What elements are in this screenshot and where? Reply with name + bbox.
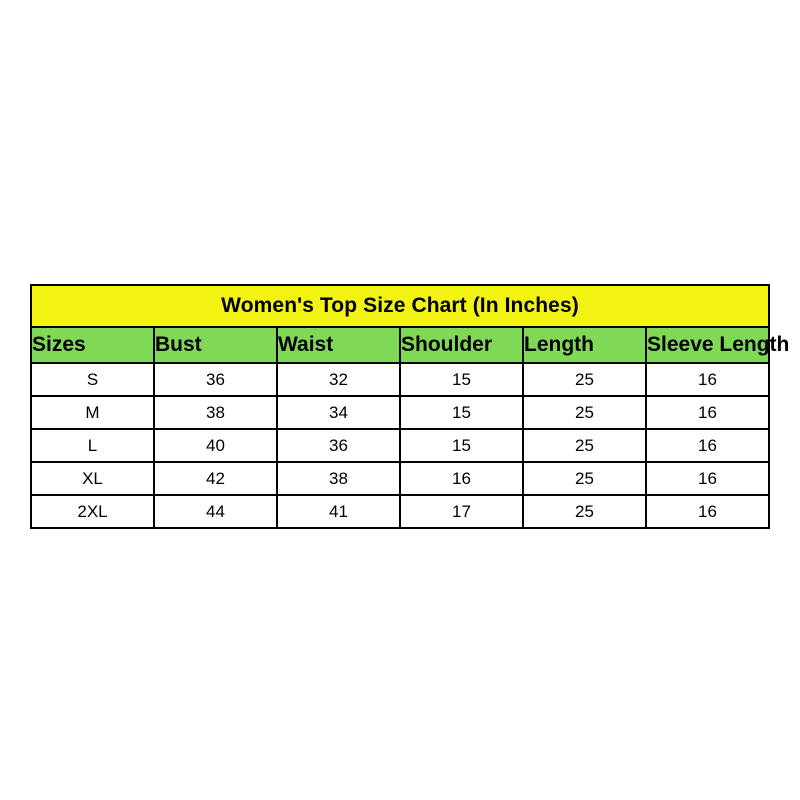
cell-length: 25 (523, 396, 646, 429)
cell-sleeve-length: 16 (646, 429, 769, 462)
cell-shoulder: 17 (400, 495, 523, 528)
cell-length: 25 (523, 495, 646, 528)
cell-sleeve-length: 16 (646, 363, 769, 396)
table-row (31, 495, 769, 528)
chart-title: Women's Top Size Chart (In Inches) (31, 285, 769, 327)
title-row (31, 285, 769, 327)
cell-shoulder: 15 (400, 363, 523, 396)
cell-sleeve-length: 16 (646, 396, 769, 429)
size-chart-table (30, 284, 790, 529)
cell-waist: 38 (277, 462, 400, 495)
cell-length: 25 (523, 363, 646, 396)
cell-bust: 44 (154, 495, 277, 528)
cell-sleeve-length: 16 (646, 462, 769, 495)
header-row (31, 327, 769, 363)
cell-size: S (31, 363, 154, 396)
cell-bust: 42 (154, 462, 277, 495)
table-row (31, 429, 769, 462)
column-header-shoulder: Shoulder (400, 327, 523, 363)
column-header-sizes: Sizes (31, 327, 154, 363)
cell-bust: 40 (154, 429, 277, 462)
column-header-waist: Waist (277, 327, 400, 363)
cell-sleeve-length: 16 (646, 495, 769, 528)
cell-shoulder: 15 (400, 429, 523, 462)
cell-bust: 38 (154, 396, 277, 429)
table-row (31, 363, 769, 396)
cell-size: XL (31, 462, 154, 495)
cell-bust: 36 (154, 363, 277, 396)
cell-waist: 36 (277, 429, 400, 462)
column-header-length: Length (523, 327, 646, 363)
table-row (31, 462, 769, 495)
cell-waist: 41 (277, 495, 400, 528)
cell-shoulder: 16 (400, 462, 523, 495)
table-row (31, 396, 769, 429)
column-header-sleeve-length: Sleeve Length (646, 327, 769, 363)
cell-size: 2XL (31, 495, 154, 528)
cell-shoulder: 15 (400, 396, 523, 429)
size-chart-container (30, 284, 790, 529)
column-header-bust: Bust (154, 327, 277, 363)
cell-waist: 34 (277, 396, 400, 429)
cell-waist: 32 (277, 363, 400, 396)
cell-size: M (31, 396, 154, 429)
cell-length: 25 (523, 429, 646, 462)
cell-length: 25 (523, 462, 646, 495)
cell-size: L (31, 429, 154, 462)
